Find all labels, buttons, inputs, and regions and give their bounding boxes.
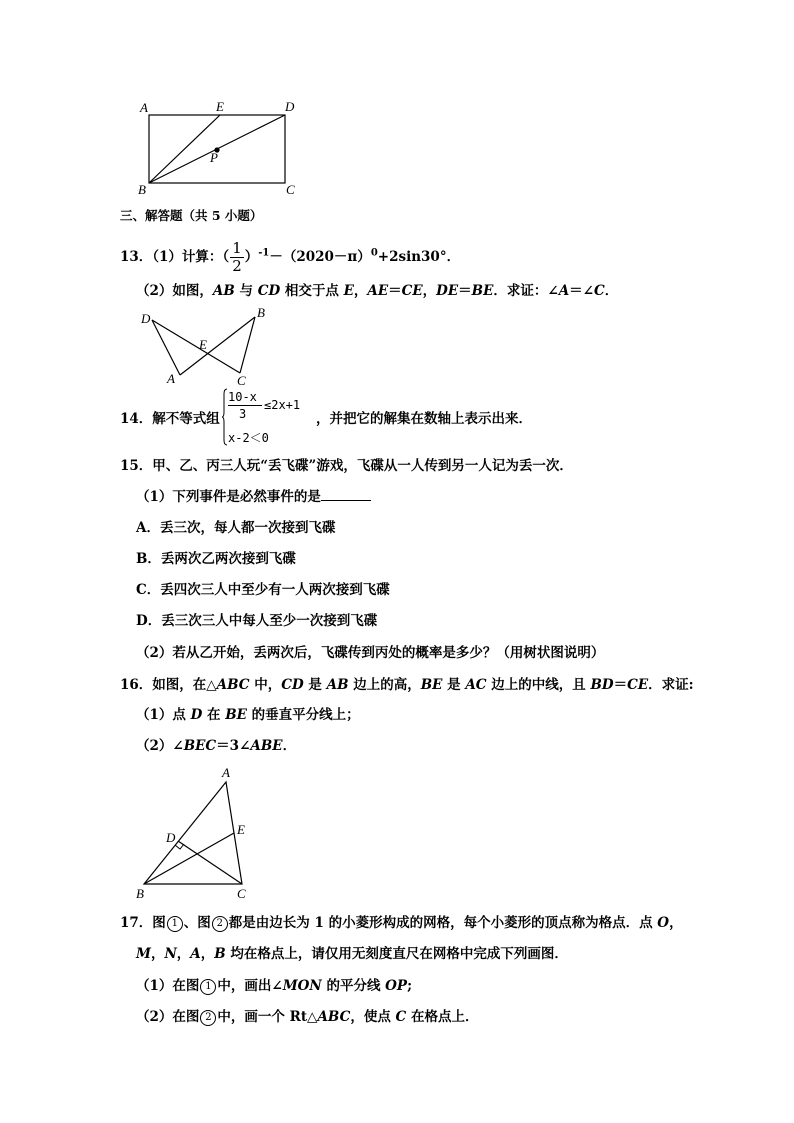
q17-2-b: ，: [150, 946, 165, 962]
label-b: B: [136, 886, 144, 901]
q14-row1-rhs: ≤2x+1: [264, 398, 301, 412]
q15-sub1-text: （1）下列事件是必然事件的是: [136, 489, 321, 505]
q14-suffix: ，并把它的解集在数轴上表示出来．: [316, 411, 532, 427]
figure-triangle-abc: [130, 762, 270, 904]
q17-sub1: [136, 977, 412, 995]
q17-s2-d: ，使点: [350, 1009, 396, 1025]
q13-l2-d: CD: [257, 283, 281, 299]
label-c: C: [237, 886, 246, 901]
q13-l2-a: （2）如图，: [136, 283, 213, 299]
q13-line1: [120, 240, 460, 275]
q17-sub2: [136, 1008, 479, 1026]
q16-s-f: AB: [326, 677, 349, 693]
q13-l2-o: ．求证：∠: [493, 283, 559, 299]
q17-1-d: O: [657, 915, 670, 931]
q17-2-e: A: [190, 946, 201, 962]
figure-bowtie: [135, 303, 275, 388]
q17-s2-b: 中，画一个 Rt△: [217, 1009, 318, 1025]
label-b: B: [138, 182, 146, 197]
label-d: D: [285, 99, 295, 114]
q13-l2-p: A: [558, 283, 570, 299]
q17-1-a: 17．图: [120, 915, 166, 931]
q14-row1-fraction-bar: [228, 405, 262, 406]
q13-l2-f: E: [343, 283, 354, 299]
q13-frac-num: 1: [232, 239, 242, 257]
circled-one: 1: [200, 979, 216, 995]
q13-l2-k: ，: [422, 283, 437, 299]
q16-s-a: 16．如图，在△: [120, 677, 217, 693]
q16-s-h: BE: [420, 677, 443, 693]
q16-s-d: CD: [281, 677, 304, 693]
label-d: D: [141, 311, 151, 326]
segment-be: [144, 833, 234, 884]
q16-2-b: BEC: [183, 738, 217, 754]
segment-be: [149, 115, 220, 183]
q16-s-e: 是: [303, 677, 327, 693]
q13-l2-i: ＝: [388, 283, 402, 299]
q13-fraction: [230, 240, 244, 275]
q17-s2-a: （2）在图: [136, 1009, 200, 1025]
q17-s2-c: ABC: [317, 1009, 351, 1025]
label-c: C: [286, 182, 295, 197]
label-a: A: [222, 765, 230, 780]
q15-option-a: A．丢三次，每人都一次接到飞碟: [136, 520, 336, 536]
q16-s-o: ．求证:: [648, 677, 694, 693]
label-c: C: [237, 373, 246, 388]
label-e: E: [237, 822, 245, 837]
q13-l2-m: ＝: [458, 283, 472, 299]
q17-2-f: ，: [200, 946, 215, 962]
q14-row1-numerator: 10-x: [228, 390, 257, 404]
circled-one: 1: [167, 916, 183, 932]
q17-s1-d: 的平分线: [321, 978, 386, 994]
label-d: D: [166, 830, 176, 845]
q13-l2-g: ，: [353, 283, 368, 299]
label-e: E: [199, 337, 207, 352]
q15-sub1: [136, 488, 371, 506]
q13-l2-l: DE: [436, 283, 459, 299]
label-p: P: [210, 150, 218, 165]
q17-1-c: 都是由边长为 1 的小菱形构成的网格，每个小菱形的顶点称为格点．点: [228, 915, 658, 931]
q16-2-d: ABE: [250, 738, 283, 754]
segment-ab: [180, 317, 255, 375]
q13-l2-j: CE: [401, 283, 423, 299]
answer-blank[interactable]: [321, 488, 371, 501]
q16-1-c: 在: [202, 707, 226, 723]
q15-stem: 15．甲、乙、丙三人玩“丢飞碟”游戏，飞碟从一人传到另一人记为丢一次．: [120, 458, 573, 474]
q17-s1-a: （1）在图: [136, 978, 200, 994]
q17-line1: [120, 914, 683, 932]
q13-l2-r: C: [593, 283, 605, 299]
label-a: A: [167, 371, 175, 386]
q17-2-g: B: [214, 946, 226, 962]
q16-1-e: 的垂直平分线上；: [246, 707, 360, 723]
q13-l2-n: BE: [471, 283, 494, 299]
q13-l2-c: 与: [234, 283, 258, 299]
q13-text-part3: +2sin30°．: [377, 249, 461, 265]
q16-s-g: 边上的高，: [348, 677, 421, 693]
q13-exp1: -1: [258, 247, 270, 259]
q15-option-d: D．丢三次三人中每人至少一次接到飞碟: [136, 613, 378, 629]
q16-s-m: ＝: [613, 677, 628, 693]
q14-prefix: 14．解不等式组: [120, 411, 220, 427]
q15-option-c: C．丢四次三人中至少有一人两次接到飞碟: [136, 582, 390, 598]
q16-1-d: BE: [225, 707, 247, 723]
q13-l2-b: AB: [212, 283, 235, 299]
segment-bc: [240, 317, 255, 373]
q16-s-n: CE: [627, 677, 649, 693]
q13-l2-q: ＝∠: [569, 283, 594, 299]
q17-s1-c: MON: [282, 978, 322, 994]
q17-s1-e: OP: [385, 978, 408, 994]
q17-1-e: ，: [669, 915, 683, 931]
q16-2-a: （2）∠: [136, 738, 184, 754]
q16-s-k: 边上的中线，且: [486, 677, 591, 693]
q14-row2: x-2＜0: [228, 431, 269, 445]
circled-two: 2: [212, 916, 228, 932]
q16-s-j: AC: [465, 677, 487, 693]
q16-1-b: D: [190, 707, 203, 723]
q17-2-d: ，: [176, 946, 191, 962]
q17-s1-f: ;: [407, 978, 413, 994]
q13-text-mid: ）: [244, 249, 259, 265]
q17-2-h: 均在格点上，请仅用无刻度直尺在网格中完成下列画图．: [225, 946, 568, 962]
q17-2-a: M: [136, 946, 151, 962]
q13-l2-s: ．: [604, 283, 619, 299]
q13-text-part2: －（2020－π）: [269, 249, 371, 265]
q17-line2: [136, 945, 568, 963]
q16-sub1: [136, 706, 360, 724]
q17-1-b: 、图: [183, 915, 211, 931]
q13-exp2: 0: [370, 247, 378, 259]
q13-l2-e: 相交于点: [280, 283, 344, 299]
q17-2-c: N: [164, 946, 177, 962]
q17-s2-e: C: [395, 1009, 407, 1025]
label-e: E: [216, 99, 224, 114]
figure-rectangle-abcd: [130, 96, 310, 201]
q14-row1-denominator: 3: [239, 407, 247, 421]
triangle-abc: [144, 782, 242, 884]
q16-s-c: 中，: [249, 677, 282, 693]
q17-s2-f: 在格点上．: [406, 1009, 479, 1025]
label-a: A: [140, 100, 148, 115]
q13-text-prefix: 13．（1）计算：（: [120, 249, 230, 265]
q16-1-a: （1）点: [136, 707, 191, 723]
q16-s-i: 是: [442, 677, 466, 693]
q13-l2-h: AE: [367, 283, 389, 299]
q17-s1-b: 中，画出∠: [217, 978, 283, 994]
q16-2-c: ＝3∠: [216, 738, 251, 754]
q13-line2: [136, 282, 618, 300]
q16-sub2: [136, 737, 296, 755]
q16-s-b: ABC: [216, 677, 250, 693]
q16-s-l: BD: [590, 677, 614, 693]
q15-option-b: B．丢两次乙两次接到飞碟: [136, 551, 296, 567]
label-b: B: [257, 305, 265, 320]
segment-cd: [178, 841, 242, 884]
q16-2-e: ．: [282, 738, 297, 754]
section-title: 三、解答题（共 5 小题）: [120, 208, 263, 223]
q16-stem: [120, 676, 694, 694]
q15-sub2: （2）若从乙开始，丢两次后，飞碟传到丙处的概率是多少？（用树状图说明）: [136, 645, 605, 661]
q13-frac-den: 2: [232, 257, 242, 275]
circled-two: 2: [200, 1010, 216, 1026]
